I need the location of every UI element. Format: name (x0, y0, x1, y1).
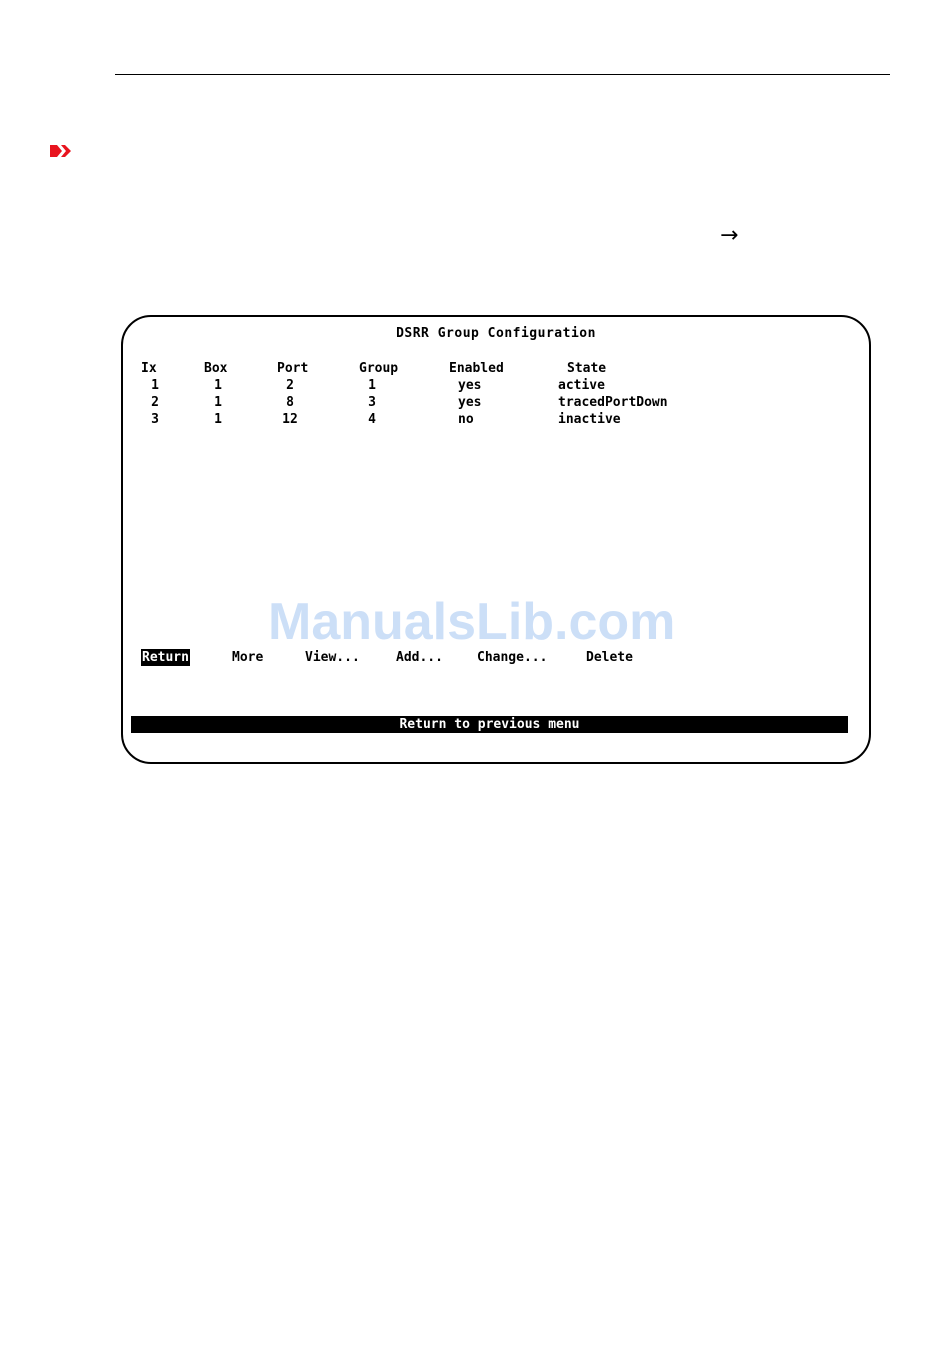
table-cell-port: 12 (282, 412, 298, 427)
table-cell-state: tracedPortDown (558, 395, 668, 410)
menu-change[interactable]: Change... (477, 650, 548, 665)
column-header-box: Box (204, 361, 228, 376)
menu-more[interactable]: More (232, 650, 264, 665)
table-cell-state: inactive (558, 412, 621, 427)
menu-view[interactable]: View... (305, 650, 360, 665)
table-cell-ix: 1 (151, 378, 159, 393)
column-header-ix: Ix (141, 361, 157, 376)
header-rule (115, 74, 890, 75)
table-cell-ix: 3 (151, 412, 159, 427)
table-cell-group: 4 (368, 412, 376, 427)
table-cell-port: 2 (286, 378, 294, 393)
screen-title: DSRR Group Configuration (396, 326, 596, 341)
column-header-state: State (567, 361, 607, 376)
menu-return[interactable]: Return (142, 650, 189, 665)
table-cell-state: active (558, 378, 605, 393)
column-header-enabled: Enabled (449, 361, 504, 376)
table-cell-enabled: yes (458, 378, 482, 393)
table-cell-box: 1 (214, 412, 222, 427)
table-cell-ix: 2 (151, 395, 159, 410)
table-cell-group: 3 (368, 395, 376, 410)
menu-add[interactable]: Add... (396, 650, 443, 665)
menu-delete[interactable]: Delete (586, 650, 633, 665)
table-cell-enabled: yes (458, 395, 482, 410)
table-cell-box: 1 (214, 395, 222, 410)
column-header-group: Group (359, 361, 399, 376)
table-cell-port: 8 (286, 395, 294, 410)
status-bar: Return to previous menu (131, 716, 848, 733)
table-cell-enabled: no (458, 412, 474, 427)
double-arrow-note-icon (50, 145, 72, 157)
table-cell-box: 1 (214, 378, 222, 393)
right-arrow-symbol: → (720, 223, 739, 248)
column-header-port: Port (277, 361, 309, 376)
watermark-text: ManualsLib.com (268, 593, 676, 651)
terminal-screen (121, 315, 871, 764)
table-cell-group: 1 (368, 378, 376, 393)
